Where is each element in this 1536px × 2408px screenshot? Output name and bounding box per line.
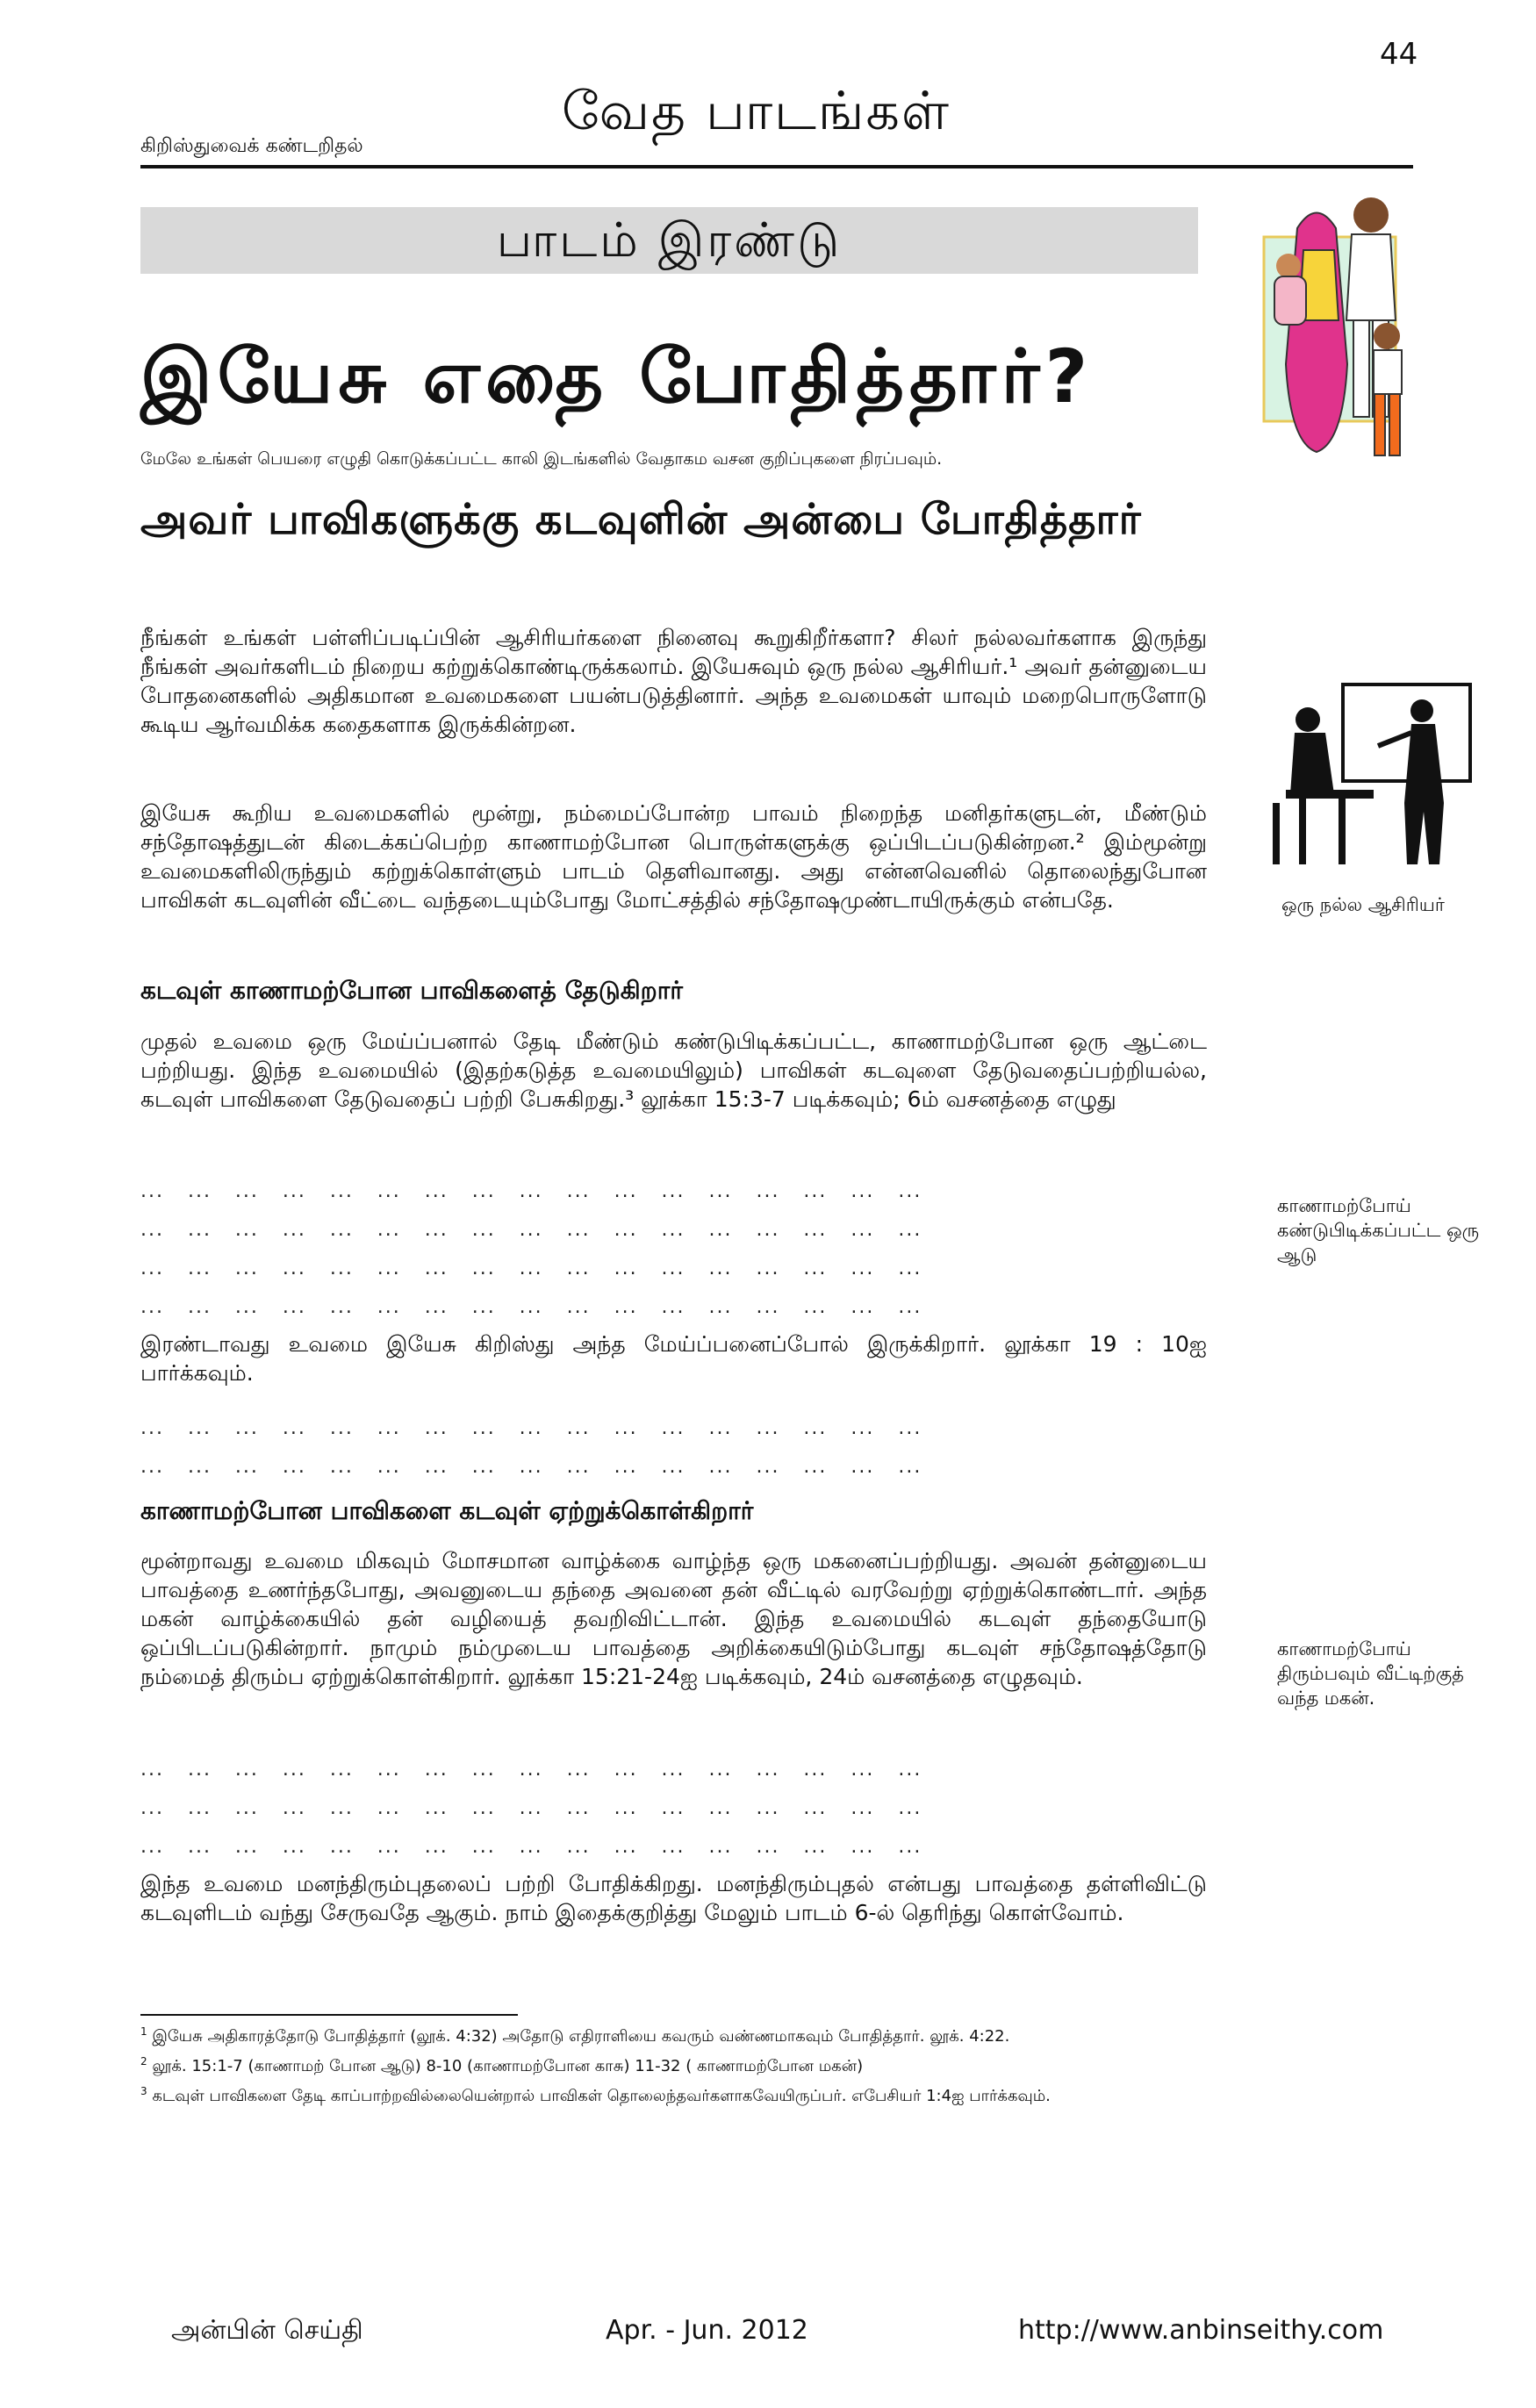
- caption-son: காணாமற்போய் திரும்பவும் வீட்டிற்குத் வந்த மகன்.: [1277, 1638, 1464, 1709]
- answer-blank-3[interactable]: ... ... ... ... ... ... ... ... ... ... ... ... ... ... ... ... ... ... ... ... ... ... ... ... ... ... ... ... ... ... ... ... ... ... ... ... ... ... ... ... ... ... ... ... ... ... ... ... ... ... ...: [140, 1759, 922, 1858]
- footnote-3: $^3$ கடவுள் பாவிகளை தேடி காப்பாற்றவில்லையென்றால் பாவிகள் தொலைந்தவர்களாகவேயிருப்பர். எபேசியர் 1:4ஐ பார்க்கவும்.: [140, 2085, 1051, 2105]
- lesson-question-title: இயேசு எதை போதித்தார்?: [140, 333, 1094, 419]
- footer-issue-date: Apr. - Jun. 2012: [606, 2315, 808, 2346]
- paragraph-prodigal-son: மூன்றாவது உவமை மிகவும் மோசமான வாழ்க்கை வாழ்ந்த ஒரு மகனைப்பற்றியது. அவன் தன்னுடைய பாவத்தை உணர்ந்தபோது, அவனுடைய தந்தை அவனை தன் வீட்டில் வரவேற்று ஏற்றுக்கொண்டார். அந்த மகன் வாழ்க்கையில் தன் வழியைத் தவறிவிட்டான். இந்த உவமையில் கடவுள் தந்தையோடு ஒப்பிடப்படுகின்றார். நாமும் நம்முடைய பாவத்தை அறிக்கையிடும்போது கடவுள் சந்தோஷத்தோடு நம்மைத் திரும்ப ஏற்றுக்கொள்கிறார். லூக்கா 15:21-24ஐ படிக்கவும், 24ம் வசனத்தை எழுதவும்.: [140, 1548, 1207, 1689]
- paragraph-intro: நீங்கள் உங்கள் பள்ளிப்படிப்பின் ஆசிரியர்களை நினைவு கூறுகிறீர்களா? சிலர் நல்லவர்களாக இருந்து நீங்கள் அவர்களிடம் நிறைய கற்றுக்கொண்டிருக்கலாம். இயேசுவும் ஒரு நல்ல ஆசிரியர்.¹ அவர் தன்னுடைய போதனைகளில் அதிகமான உவமைகளை பயன்படுத்தினார். அந்த உவமைகள் யாவும் மறைபொருளோடு கூடிய ஆர்வமிக்க கதைகளாக இருக்கின்றன.: [140, 625, 1207, 737]
- footer-website-link[interactable]: http://www.anbinseithy.com: [1018, 2315, 1384, 2346]
- answer-blank-2[interactable]: ... ... ... ... ... ... ... ... ... ... ... ... ... ... ... ... ... ... ... ... ... ... ... ... ... ... ... ... ... ... ... ... ... ...: [140, 1417, 922, 1478]
- page-number: 44: [1380, 37, 1418, 72]
- subheading-god-seeks: கடவுள் காணாமற்போன பாவிகளைத் தேடுகிறார்: [140, 976, 683, 1005]
- footnote-rule: [140, 2014, 518, 2016]
- footer-publication: அன்பின் செய்தி: [171, 2315, 363, 2346]
- section-title: அவர் பாவிகளுக்கு கடவுளின் அன்பை போதித்தார்: [140, 495, 1142, 544]
- paragraph-parables: இயேசு கூறிய உவமைகளில் மூன்று, நம்மைப்போன்ற பாவம் நிறைந்த மனிதர்களுடன், மீண்டும் சந்தோஷத்துடன் கிடைக்கப்பெற்ற காணாமற்போன பொருள்களுக்கு ஒப்பிடப்படுகின்றன.² இம்மூன்று உவமைகளிலிருந்தும் கற்றுக்கொள்ளும் பாடம் தெளிவானது. அது என்னவெனில் தொலைந்துபோன பாவிகள் கடவுளின் வீட்டை வந்தடையும்போது மோட்சத்தில் சந்தோஷமுண்டாயிருக்கும் என்பதே.: [140, 800, 1207, 913]
- paragraph-lost-sheep: முதல் உவமை ஒரு மேய்ப்பனால் தேடி மீண்டும் கண்டுபிடிக்கப்பட்ட, காணாமற்போன ஒரு ஆட்டை பற்றியது. இந்த உவமையில் (இதற்கடுத்த உவமையிலும்) பாவிகள் கடவுளை தேடுவதைப்பற்றியல்ல, கடவுள் பாவிகளை தேடுவதைப் பற்றி பேசுகிறது.³ லூக்கா 15:3-7 படிக்கவும்; 6ம் வசனத்தை எழுது: [140, 1028, 1207, 1112]
- footnote-2: $^2$ லூக். 15:1-7 (காணாமற் போன ஆடு) 8-10 (காணாமற்போன காசு) 11-32 ( காணாமற்போன மகன்): [140, 2055, 864, 2075]
- page-header-title: வேத பாடங்கள்: [562, 81, 951, 142]
- subheading-god-accepts: காணாமற்போன பாவிகளை கடவுள் ஏற்றுக்கொள்கிறார்: [140, 1496, 754, 1525]
- caption-teacher: ஒரு நல்ல ஆசிரியர்: [1281, 894, 1445, 915]
- teacher-classroom-illustration: [1264, 680, 1475, 869]
- lesson-number: பாடம் இரண்டு: [496, 212, 843, 268]
- family-illustration: [1255, 189, 1439, 469]
- footnote-1: $^1$ இயேசு அதிகாரத்தோடு போதித்தார் (லூக். 4:32) அதோடு எதிராளியை கவரும் வண்ணமாகவும் போதித்தார். லூக். 4:22.: [140, 2025, 1010, 2046]
- series-label: கிறிஸ்துவைக் கண்டறிதல்: [140, 135, 363, 157]
- answer-blank-1[interactable]: ... ... ... ... ... ... ... ... ... ... ... ... ... ... ... ... ... ... ... ... ... ... ... ... ... ... ... ... ... ... ... ... ... ... ... ... ... ... ... ... ... ... ... ... ... ... ... ... ... ... ... ... ... ... ... ... ... ... ... ... ... ... ... ... ... ... ... ...: [140, 1180, 922, 1318]
- header-rule: [140, 165, 1413, 168]
- paragraph-shepherd: இரண்டாவது உவமை இயேசு கிறிஸ்து அந்த மேய்ப்பனைப்போல் இருக்கிறார். லூக்கா 19 : 10ஐ பார்க்கவும்.: [140, 1331, 1207, 1386]
- paragraph-repentance: இந்த உவமை மனந்திரும்புதலைப் பற்றி போதிக்கிறது. மனந்திரும்புதல் என்பது பாவத்தை தள்ளிவிட்டு கடவுளிடம் வந்து சேருவதே ஆகும். நாம் இதைக்குறித்து மேலும் பாடம் 6-ல் தெரிந்து கொள்வோம்.: [140, 1871, 1207, 1925]
- caption-sheep: காணாமற்போய் கண்டுபிடிக்கப்பட்ட ஒரு ஆடு: [1277, 1195, 1480, 1265]
- instruction-text: மேலே உங்கள் பெயரை எழுதி கொடுக்கப்பட்ட காலி இடங்களில் வேதாகம வசன குறிப்புகளை நிரப்பவும்.: [140, 449, 943, 469]
- lesson-bar: [140, 207, 1198, 274]
